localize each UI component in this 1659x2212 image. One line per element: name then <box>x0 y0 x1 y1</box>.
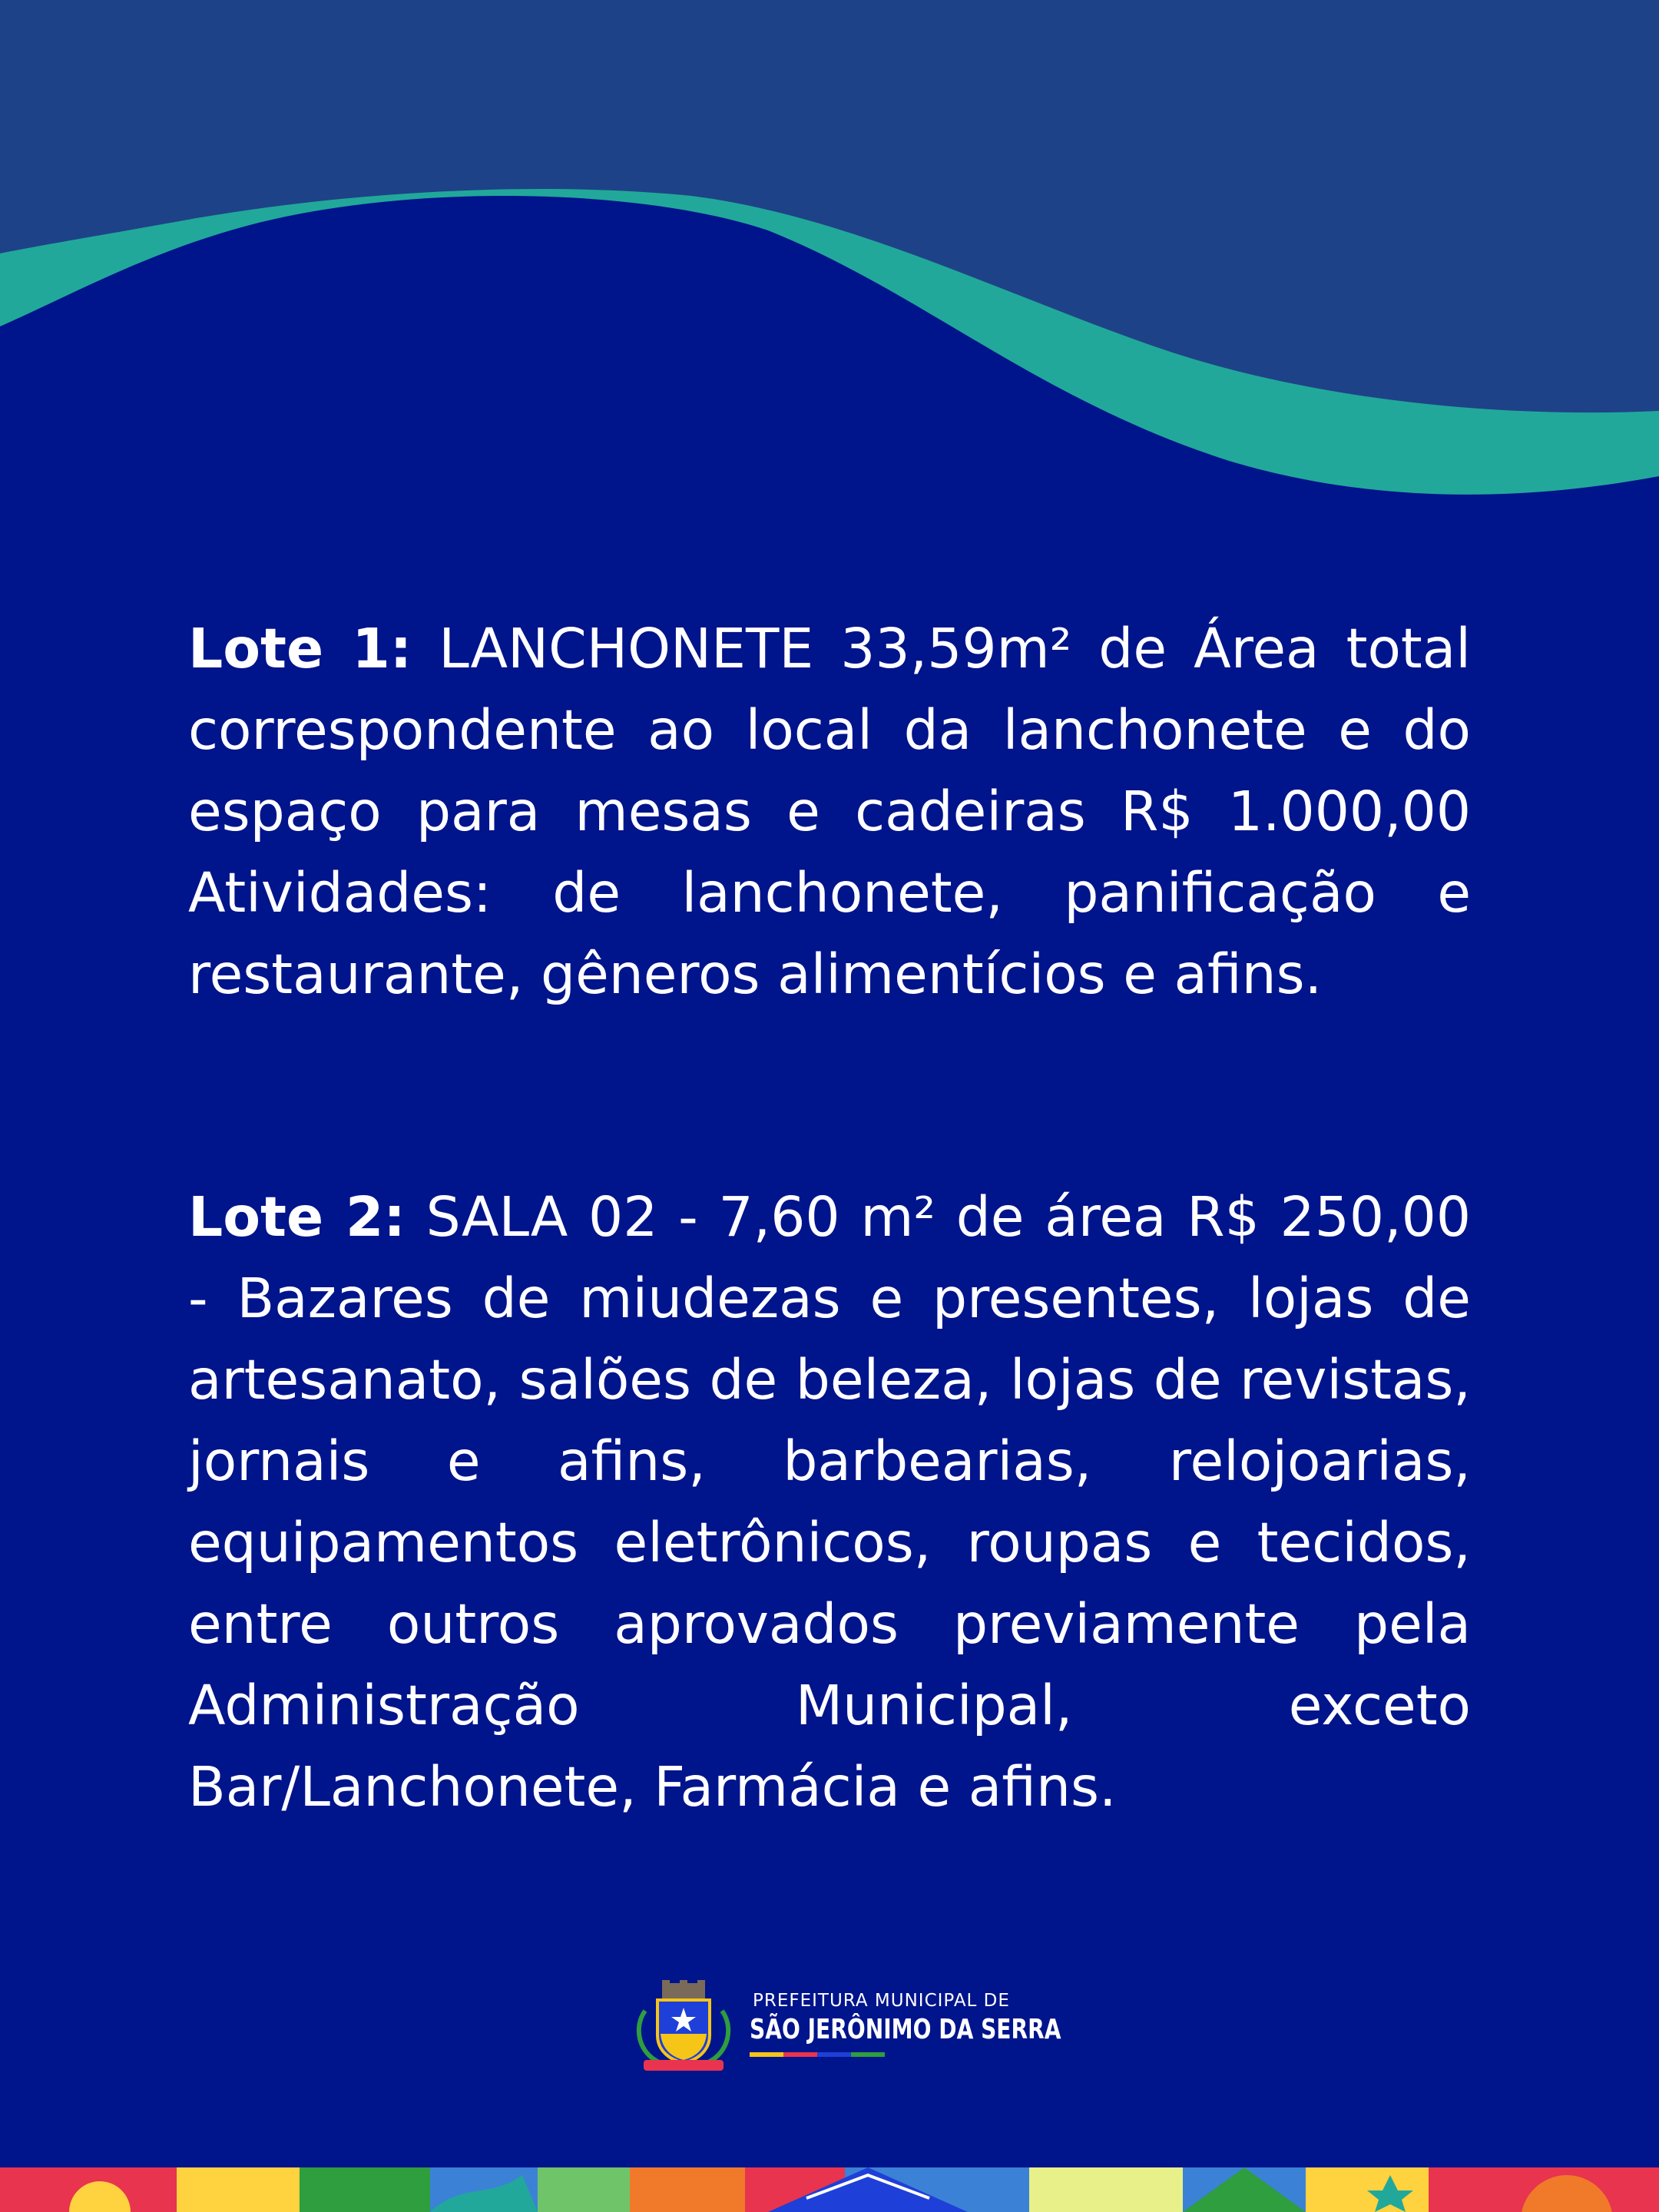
lot-2-text: SALA 02 - 7,60 m² de área R$ 250,00 - Bazares de miudezas e presentes, lojas de artesanato, salões de beleza, lojas de revistas, jornais e afins, barbearias, relojoarias, equipamentos eletrônicos, roupas e tecidos, entre outros aprovados previamente pela Administração Municipal, exceto Bar/Lanchonete, Farmácia e afins. <box>188 1185 1471 1819</box>
logo-line-1: PREFEITURA MUNICIPAL DE <box>753 1991 1010 2011</box>
lot-2-label: Lote 2: <box>188 1185 406 1249</box>
logo-line-2: SÃO JERÔNIMO DA SERRA <box>750 2014 1061 2045</box>
lot-2-description <box>188 1177 1471 1828</box>
colorful-pattern-strip <box>0 2167 1659 2212</box>
header-wave <box>0 0 1659 538</box>
wave-top-band <box>0 0 1659 412</box>
lot-1-text: LANCHONETE 33,59m² de Área total correspondente ao local da lanchonete e do espaço para mesas e cadeiras R$ 1.000,00 Atividades: de lanchonete, panificação e restaurante, gêneros alimentícios e afins. <box>188 617 1471 1006</box>
municipality-logo <box>630 1980 1061 2072</box>
lot-1-description <box>188 608 1471 1015</box>
lot-1-label: Lote 1: <box>188 617 412 680</box>
logo-color-stripe <box>750 2052 885 2057</box>
municipal-coat-of-arms-icon <box>630 1980 737 2072</box>
